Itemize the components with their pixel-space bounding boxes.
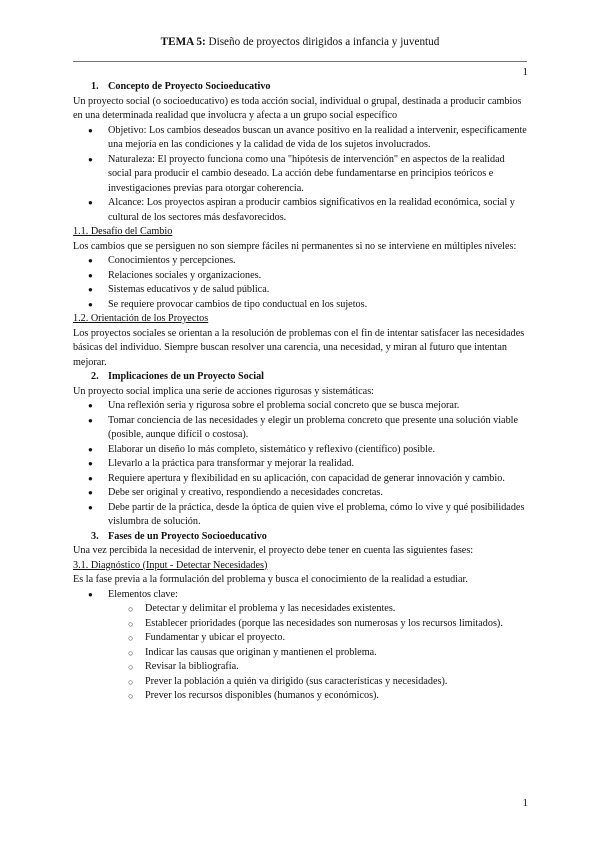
list-item-text: Debe ser original y creativo, respondiendo a necesidades concretas.	[108, 487, 383, 498]
list-item	[73, 646, 527, 661]
list-item	[73, 472, 527, 487]
list-item-text: Revisar la bibliografía.	[145, 661, 239, 672]
list-item	[73, 124, 527, 153]
section-1-intro: Un proyecto social (o socioeducativo) es toda acción social, individual o grupal, destinada a producir cambios en una determinada realidad que involucra y afecta a un grupo social específico	[73, 95, 522, 121]
list-item	[73, 254, 527, 269]
list-item-text: Fundamentar y ubicar el proyecto.	[145, 632, 286, 643]
list-item	[73, 501, 527, 530]
subsection-3-1-bullets	[73, 588, 527, 603]
list-item	[73, 457, 527, 472]
list-item-text: Alcance: Los proyectos aspiran a producir cambios significativos en la realidad económica, social y cultural de los sectores más desfavorecidos.	[108, 197, 515, 223]
header-title	[0, 36, 600, 49]
subsection-1-2-heading: 1.2. Orientación de los Proyectos	[73, 313, 209, 324]
list-item	[73, 153, 527, 197]
subsection-3-1-intro: Es la fase previa a la formulación del problema y busca el conocimiento de la realidad a estudiar.	[73, 574, 468, 585]
bullet-icon: ●	[88, 285, 93, 294]
list-item	[73, 689, 527, 704]
circle-bullet-icon: ○	[128, 691, 134, 701]
list-item-text: Se requiere provocar cambios de tipo conductual en los sujetos.	[108, 298, 368, 310]
section-1-heading	[73, 80, 527, 95]
list-item-text: Una reflexión seria y rigurosa sobre el problema social concreto que se busca mejorar.	[108, 400, 460, 411]
bullet-icon: ●	[88, 299, 93, 309]
bullet-icon: ●	[88, 270, 93, 280]
circle-bullet-icon: ○	[128, 604, 134, 614]
list-item-text: Naturaleza: El proyecto funciona como una "hipótesis de intervención" en aspectos de la realidad social para producir el cambio deseado. La acción debe fundamentarse en principios teóricos e investigaciones previas para otorgar coherencia.	[108, 153, 505, 194]
list-item	[73, 631, 527, 646]
list-item	[73, 283, 527, 298]
list-item	[73, 443, 527, 458]
circle-bullet-icon: ○	[128, 633, 134, 643]
list-item	[73, 269, 527, 284]
section-3-number: 3.	[91, 530, 99, 542]
list-item-text: Requiere apertura y flexibilidad en su aplicación, con capacidad de generar innovación y cambio.	[108, 472, 505, 484]
section-1-bullets	[73, 124, 527, 226]
list-item	[73, 588, 527, 603]
bullet-icon: ●	[88, 415, 93, 425]
list-item-text: Tomar conciencia de las necesidades y elegir un problema concreto que presente una solución viable (posible, aunque difícil o costosa).	[108, 414, 519, 440]
subsection-1-2-text: Los proyectos sociales se orientan a la resolución de problemas con el fin de intentar satisfacer las necesidades básicas del individuo. Siempre buscan resolver una carencia, una necesidad, y miran al futuro que intentan mejorar.	[73, 327, 525, 368]
section-2-intro: Un proyecto social implica una serie de acciones rigurosas y sistemáticas:	[73, 385, 374, 397]
section-1-number: 1.	[91, 81, 99, 92]
bullet-icon: ●	[88, 444, 93, 454]
list-item-text: Indicar las causas que originan y mantienen el problema.	[145, 646, 377, 658]
bullet-icon: ●	[88, 473, 93, 483]
list-item	[73, 399, 527, 414]
section-1-title: Concepto de Proyecto Socioeducativo	[108, 81, 271, 92]
section-2-bullets	[73, 399, 527, 530]
section-3-intro: Una vez percibida la necesidad de intervenir, el proyecto debe tener en cuenta las siguientes fases:	[73, 545, 474, 556]
list-item	[73, 414, 527, 443]
list-item-text: Establecer prioridades (porque las necesidades son numerosas y los recursos limitados).	[145, 617, 503, 629]
list-item	[73, 486, 527, 501]
circle-bullet-icon: ○	[128, 647, 134, 658]
list-item-text: Llevarlo a la práctica para transformar y mejorar la realidad.	[108, 458, 355, 469]
header-title-bold: TEMA 5:	[160, 36, 206, 48]
bullet-icon: ●	[88, 125, 93, 135]
list-item-text: Prever la población a quién va dirigido (sus características y necesidades).	[145, 675, 448, 687]
list-item-text: Conocimientos y percepciones.	[108, 255, 236, 266]
section-2-title: Implicaciones de un Proyecto Social	[108, 371, 265, 382]
circle-bullet-icon: ○	[128, 662, 134, 672]
subsection-1-1-intro: Los cambios que se persiguen no son siempre fáciles ni permanentes si no se interviene en múltiples niveles:	[73, 240, 517, 252]
list-item-text: Elaborar un diseño lo más completo, sistemático y reflexivo (científico) posible.	[108, 443, 436, 455]
section-3-title: Fases de un Proyecto Socioeducativo	[108, 530, 267, 542]
list-item-text: Prever los recursos disponibles (humanos y económicos).	[145, 690, 379, 701]
header-title-rest: Diseño de proyectos dirigidos a infancia y juventud	[205, 36, 440, 48]
list-item-text: Sistemas educativos y de salud pública.	[108, 284, 270, 295]
subsection-1-1-heading: 1.1. Desafío del Cambio	[73, 226, 173, 237]
list-item	[73, 602, 527, 617]
subsection-3-1-items	[73, 602, 527, 704]
list-item	[73, 196, 527, 225]
section-2-number: 2.	[91, 371, 99, 382]
section-2-heading	[73, 370, 527, 385]
bullet-icon: ●	[88, 256, 93, 265]
page-number-bottom: 1	[522, 797, 528, 809]
page-number-top: 1	[522, 66, 528, 78]
header-divider	[73, 61, 527, 62]
list-item	[73, 675, 527, 690]
bullet-icon: ●	[88, 459, 93, 468]
bullet-icon: ●	[88, 488, 93, 497]
bullet-icon: ●	[88, 401, 93, 410]
bullet-icon: ●	[88, 589, 93, 599]
list-item-text: Objetivo: Los cambios deseados buscan un avance positivo en la realidad a intervenir, específicamente una mejoría en las condiciones y la calidad de vida de los sujetos involucrados.	[108, 124, 527, 150]
subsection-1-1-bullets	[73, 254, 527, 312]
list-item-text: Relaciones sociales y organizaciones.	[108, 269, 262, 281]
circle-bullet-icon: ○	[128, 618, 134, 629]
document-body	[73, 80, 527, 704]
list-item-text: Detectar y delimitar el problema y las necesidades existentes.	[145, 603, 396, 614]
list-item	[73, 660, 527, 675]
bullet-icon: ●	[88, 502, 93, 512]
list-item-text: Debe partir de la práctica, desde la óptica de quien vive el problema, cómo lo vive y qué posibilidades vislumbra de solución.	[108, 501, 525, 527]
subsection-3-1-heading: 3.1. Diagnóstico (Input - Detectar Necesidades)	[73, 559, 268, 571]
circle-bullet-icon: ○	[128, 676, 134, 687]
list-item	[73, 298, 527, 313]
list-item	[73, 617, 527, 632]
bullet-icon: ●	[88, 198, 93, 207]
bullet-icon: ●	[88, 154, 93, 164]
list-item-text: Elementos clave:	[108, 588, 178, 600]
section-3-heading	[73, 530, 527, 545]
